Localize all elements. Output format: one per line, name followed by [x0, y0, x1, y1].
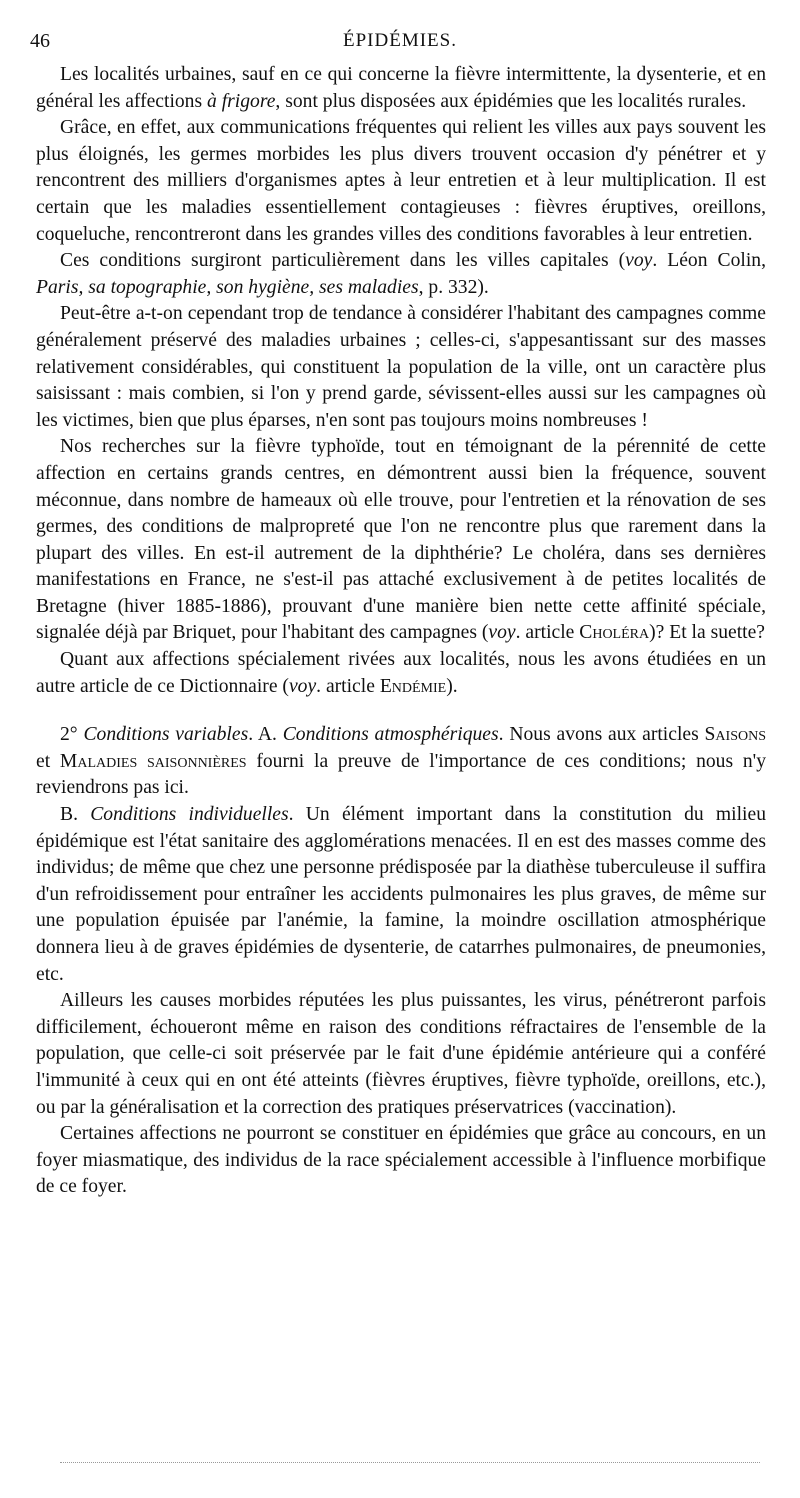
text-run: . A.: [248, 724, 283, 746]
text-run: Ces conditions surgiront particulièrement dans les villes capitales (: [60, 250, 626, 272]
footer-rule: [60, 1462, 760, 1463]
italic-text: Paris, sa topographie, son hygiène, ses maladies: [36, 276, 419, 298]
text-run: Quant aux affections spécialement rivées aux localités, nous les avons étudiées en un autre article de ce Dictionnaire (: [36, 649, 766, 697]
paragraph: [36, 802, 766, 988]
paragraph: [36, 115, 766, 248]
text-run: B.: [60, 804, 91, 826]
italic-text: Conditions individuelles: [90, 804, 289, 826]
running-title: ÉPIDÉMIES.: [343, 30, 457, 51]
paragraph: [36, 434, 766, 647]
text-run: 2°: [60, 724, 84, 746]
italic-text: à frigore: [207, 90, 276, 112]
text-run: . Un élément important dans la constitution du milieu épidémique est l'état sanitaire des agglomérations menacées. Il en est des masses comme des individus; de même que chez une personne prédisposée par la diathèse tuberculeuse il suffira d'un refroidissement pour entraîner les accidents pulmonaires les plus graves, de même sur une population épuisée par l'anémie, la famine, la moindre oscillation atmosphérique donnera lieu à de graves épidémies de dysenterie, de catarrhes pulmonaires, de pneumonies, etc.: [36, 804, 766, 985]
text-run: Les localités urbaines, sauf en ce qui concerne la fièvre intermittente, la dysenterie, et en général les affections: [36, 64, 766, 112]
text-run: Certaines affections ne pourront se constituer en épidémies que grâce au concours, en un foyer miasmatique, des individus de la race spécialement accessible à l'influence morbifique de ce foyer.: [36, 1123, 766, 1198]
paragraph: [36, 1121, 766, 1201]
small-caps-text: Endémie: [379, 675, 447, 697]
italic-text: voy: [625, 250, 653, 272]
italic-text: voy: [488, 622, 516, 644]
italic-text: Conditions atmosphériques: [282, 724, 499, 746]
text-run: . Léon Colin,: [652, 250, 766, 272]
text-run: . Nous avons aux articles: [498, 724, 705, 746]
small-caps-text: Saisons: [704, 724, 766, 746]
text-run: Grâce, en effet, aux communications fréquentes qui relient les villes aux pays souvent les plus éloignés, les germes morbides les plus divers trouvent occasion d'y pénétrer et y rencontrent des milliers d'organismes aptes à leur entretien et à leur multiplication. Il est certain que les maladies essentiellement contagieuses : fièvres éruptives, oreillons, coqueluche, rencontreront dans les grandes villes des conditions favorables à leur entretien.: [36, 117, 766, 245]
text-run: ).: [446, 675, 458, 697]
text-run: Nos recherches sur la fièvre typhoïde, tout en témoignant de la pérennité de cette affection en certains grands centres, en démontrent aussi bien la fréquence, souvent méconnue, dans nombre de hameaux où elle trouve, pour l'entretien et la rénovation de ses germes, des conditions de malpropreté que l'on ne rencontre plus que rarement dans la plupart des villes. En est-il autrement de la diphthérie? Le choléra, dans ses dernières manifestations en France, ne s'est-il pas attaché exclusivement à de petites localités de Bretagne (hiver 1885-1886), prouvant d'une manière bien nette cette affinité spéciale, signalée déjà par Briquet, pour l'habitant des campagnes (: [36, 436, 766, 644]
paragraph: [36, 647, 766, 700]
page-header: [30, 30, 770, 58]
text-run: . article: [316, 675, 380, 697]
text-run: , sont plus disposées aux épidémies que les localités rurales.: [275, 90, 747, 112]
paragraph: [36, 301, 766, 434]
italic-text: Conditions variables: [83, 724, 249, 746]
text-run: Ailleurs les causes morbides réputées les plus puissantes, les virus, pénétreront parfois difficilement, échoueront même en raison des conditions réfractaires de l'ensemble de la population, que celle-ci soit préservée par le fait d'une épidémie antérieure qui a conféré l'immunité à ceux qui en ont été atteints (fièvres éruptives, fièvre typhoïde, oreillons, etc.), ou par la généralisation et la correction des pratiques préservatrices (vaccination).: [36, 990, 766, 1118]
text-run: )? Et la suette?: [649, 622, 765, 644]
text-run: fourni la preuve de l'importance de ces conditions; nous n'y reviendrons pas ici.: [36, 750, 766, 799]
paragraph: [36, 62, 766, 115]
small-caps-text: Choléra: [579, 622, 650, 644]
text-run: Peut-être a-t-on cependant trop de tendance à considérer l'habitant des campagnes comme généralement préservé des maladies urbaines ; celles-ci, s'appesantissant sur des masses relativement considérables, qui constituent la population de la ville, ont un caractère plus saisissant : mais combien, si l'on y prend garde, sévissent-elles aussi sur les campagnes où les victimes, bien que plus éparses, n'en sont pas toujours moins nombreuses !: [36, 303, 766, 431]
paragraph: [36, 248, 766, 301]
body-text: [36, 62, 766, 1201]
text-run: , p. 332).: [418, 276, 489, 298]
italic-text: voy: [288, 675, 317, 697]
paragraph: [36, 722, 766, 802]
small-caps-text: Maladies saisonnières: [59, 750, 247, 772]
text-run: . article: [515, 622, 580, 644]
page-number: 46: [30, 30, 50, 52]
paragraph: [36, 988, 766, 1121]
section-gap: [36, 700, 766, 722]
text-run: et: [36, 750, 60, 772]
